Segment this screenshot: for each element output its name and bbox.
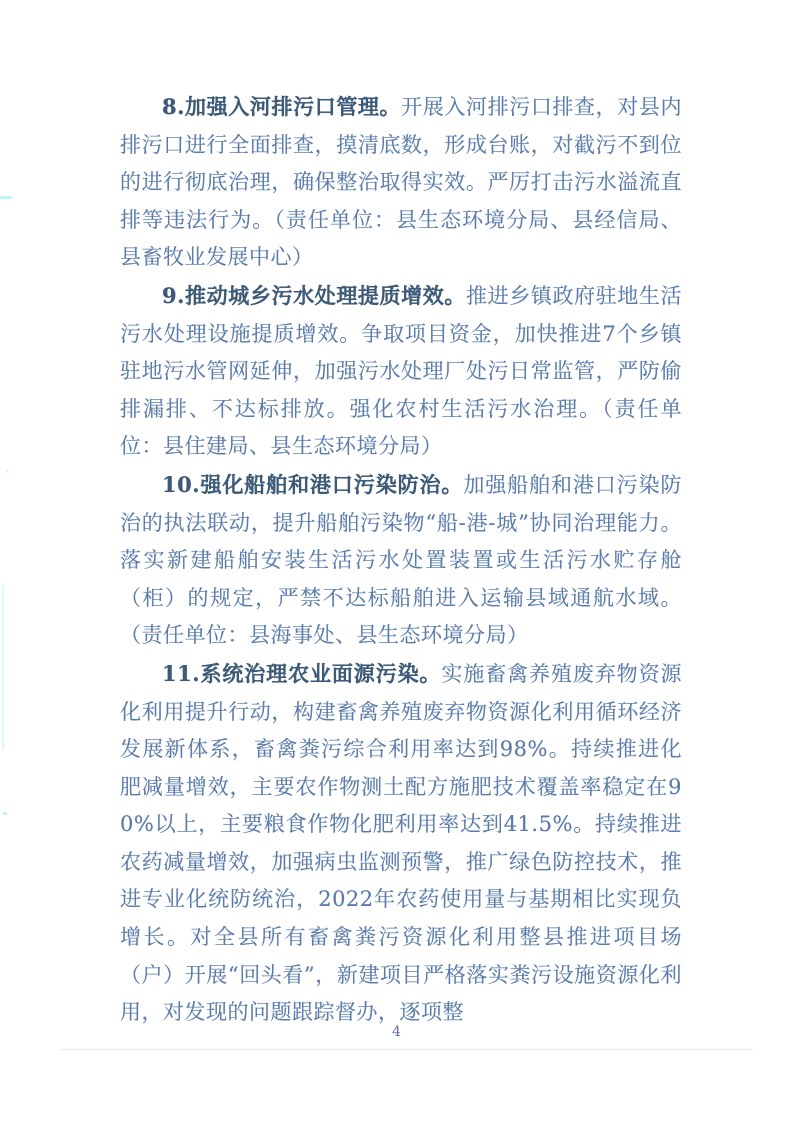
scan-edge-artifact <box>0 196 12 199</box>
paragraph-9-body: 推进乡镇政府驻地生活污水处理设施提质增效。争取项目资金，加快推进7个乡镇驻地污水管网延伸，加强污水处理厂处污日常监管，严防偷排漏排、不达标排放。强化农村生活污水治理。（责任单位：县住建局、县生态环境分局） <box>120 283 683 459</box>
page-number: 4 <box>392 1024 401 1040</box>
paragraph-11-body: 实施畜禽养殖废弃物资源化利用提升行动，构建畜禽养殖废弃物资源化利用循环经济发展新体系，畜禽粪污综合利用率达到98%。持续推进化肥减量增效，主要农作物测土配方施肥技术覆盖率稳定在90%以上，主要粮食作物化肥利用率达到41.5%。持续推进农药减量增效，加强病虫监测预警，推广绿色防控技术，推进专业化统防统治，2022年农药使用量与基期相比实现负增长。对全县所有畜禽粪污资源化利用整县推进项目场（户）开展“回头看”，新建项目严格落实粪污设施资源化利用，对发现的问题跟踪督办，逐项整 <box>120 661 682 1025</box>
paragraph-10-body: 加强船舶和港口污染防治的执法联动，提升船舶污染物“船-港-城”协同治理能力。落实新建船舶安装生活污水处置装置或生活污水贮存舱（柜）的规定，严禁不达标船舶进入运输县域通航水域。（责任单位：县海事处、县生态环境分局） <box>120 472 682 648</box>
paragraph-10-heading: 10.强化船舶和港口污染防治。 <box>162 471 464 497</box>
paragraph-11-heading: 11.系统治理农业面源污染。 <box>162 660 442 686</box>
scan-fold-line <box>60 1049 753 1050</box>
scan-edge-artifact <box>3 812 7 815</box>
paragraph-11 <box>120 655 682 1032</box>
paragraph-8 <box>120 88 682 277</box>
paragraph-10 <box>120 466 682 655</box>
paragraph-8-heading: 8.加强入河排污口管理。 <box>162 94 402 119</box>
paragraph-8-body: 开展入河排污口排查，对县内排污口进行全面排查，摸清底数，形成台账，对截污不到位的进行彻底治理，确保整治取得实效。严厉打击污水溢流直排等违法行为。（责任单位：县生态环境分局、县经信局、县畜牧业发展中心） <box>120 95 682 270</box>
text-content <box>120 88 682 1032</box>
scan-edge-artifact <box>6 470 9 473</box>
scan-edge-artifact <box>2 585 4 750</box>
paragraph-9 <box>120 277 682 466</box>
paragraph-9-heading: 9.推动城乡污水处理提质增效。 <box>162 282 466 308</box>
